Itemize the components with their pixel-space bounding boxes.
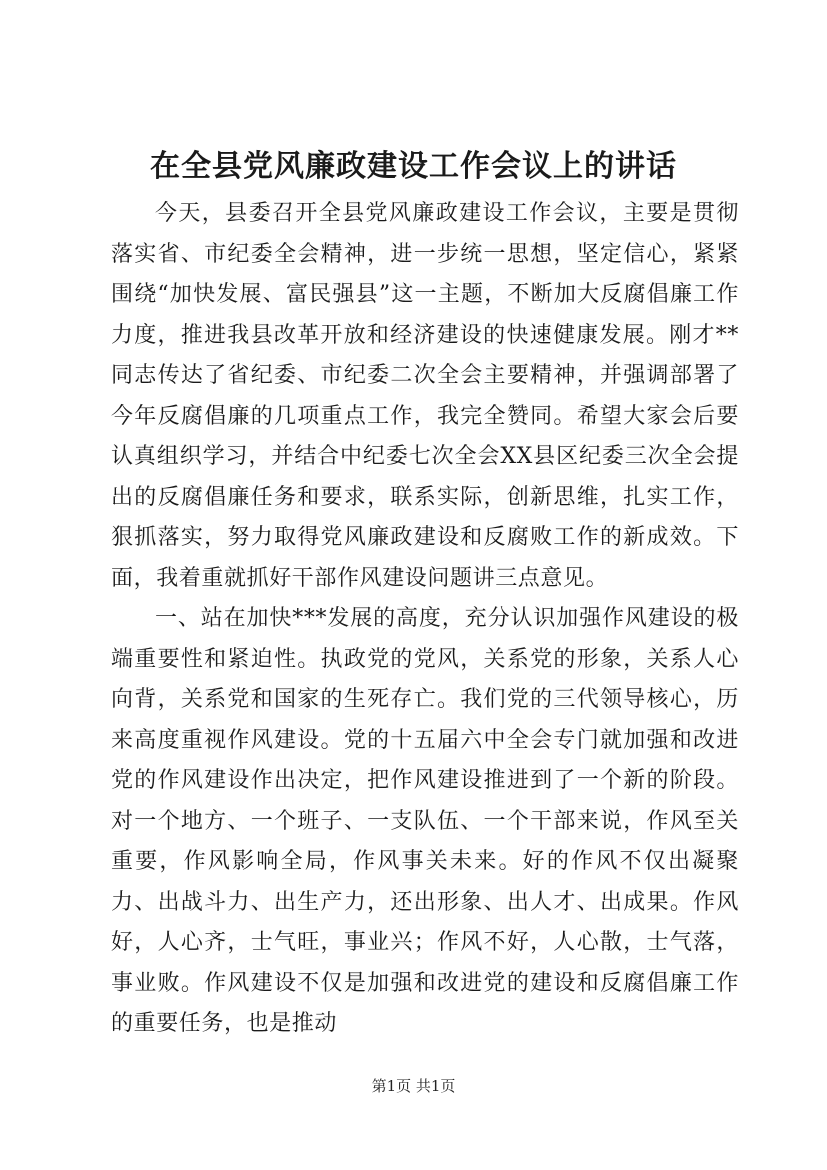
page-number-footer: 第1页 共1页 [371, 1077, 456, 1095]
document-body [111, 194, 739, 1045]
paragraph-opening: 今天，县委召开全县党风廉政建设工作会议，主要是贯彻落实省、市纪委全会精神，进一步统一思想，坚定信心，紧紧围绕“加快发展、富民强县”这一主题，不断加大反腐倡廉工作力度，推进我县改革开放和经济建设的快速健康发展。刚才**同志传达了省纪委、市纪委二次全会主要精神，并强调部署了今年反腐倡廉的几项重点工作，我完全赞同。希望大家会后要认真组织学习，并结合中纪委七次全会XX县区纪委三次全会提出的反腐倡廉任务和要求，联系实际，创新思维，扎实工作，狠抓落实，努力取得党风廉政建设和反腐败工作的新成效。下面，我着重就抓好干部作风建设问题讲三点意见。 [111, 201, 739, 591]
paragraph-section-one: 一、站在加快***发展的高度，充分认识加强作风建设的极端重要性和紧迫性。执政党的党风，关系党的形象，关系人心向背，关系党和国家的生死存亡。我们党的三代领导核心，历来高度重视作风建设。党的十五届六中全会专门就加强和改进党的作风建设作出决定，把作风建设推进到了一个新的阶段。对一个地方、一个班子、一支队伍、一个干部来说，作风至关重要，作风影响全局，作风事关未来。好的作风不仅出凝聚力、出战斗力、出生产力，还出形象、出人才、出成果。作风好，人心齐，士气旺，事业兴；作风不好，人心散，士气落，事业败。作风建设不仅是加强和改进党的建设和反腐倡廉工作的重要任务，也是推动 [111, 606, 739, 1036]
document-title: 在全县党风廉政建设工作会议上的讲话 [150, 149, 677, 184]
